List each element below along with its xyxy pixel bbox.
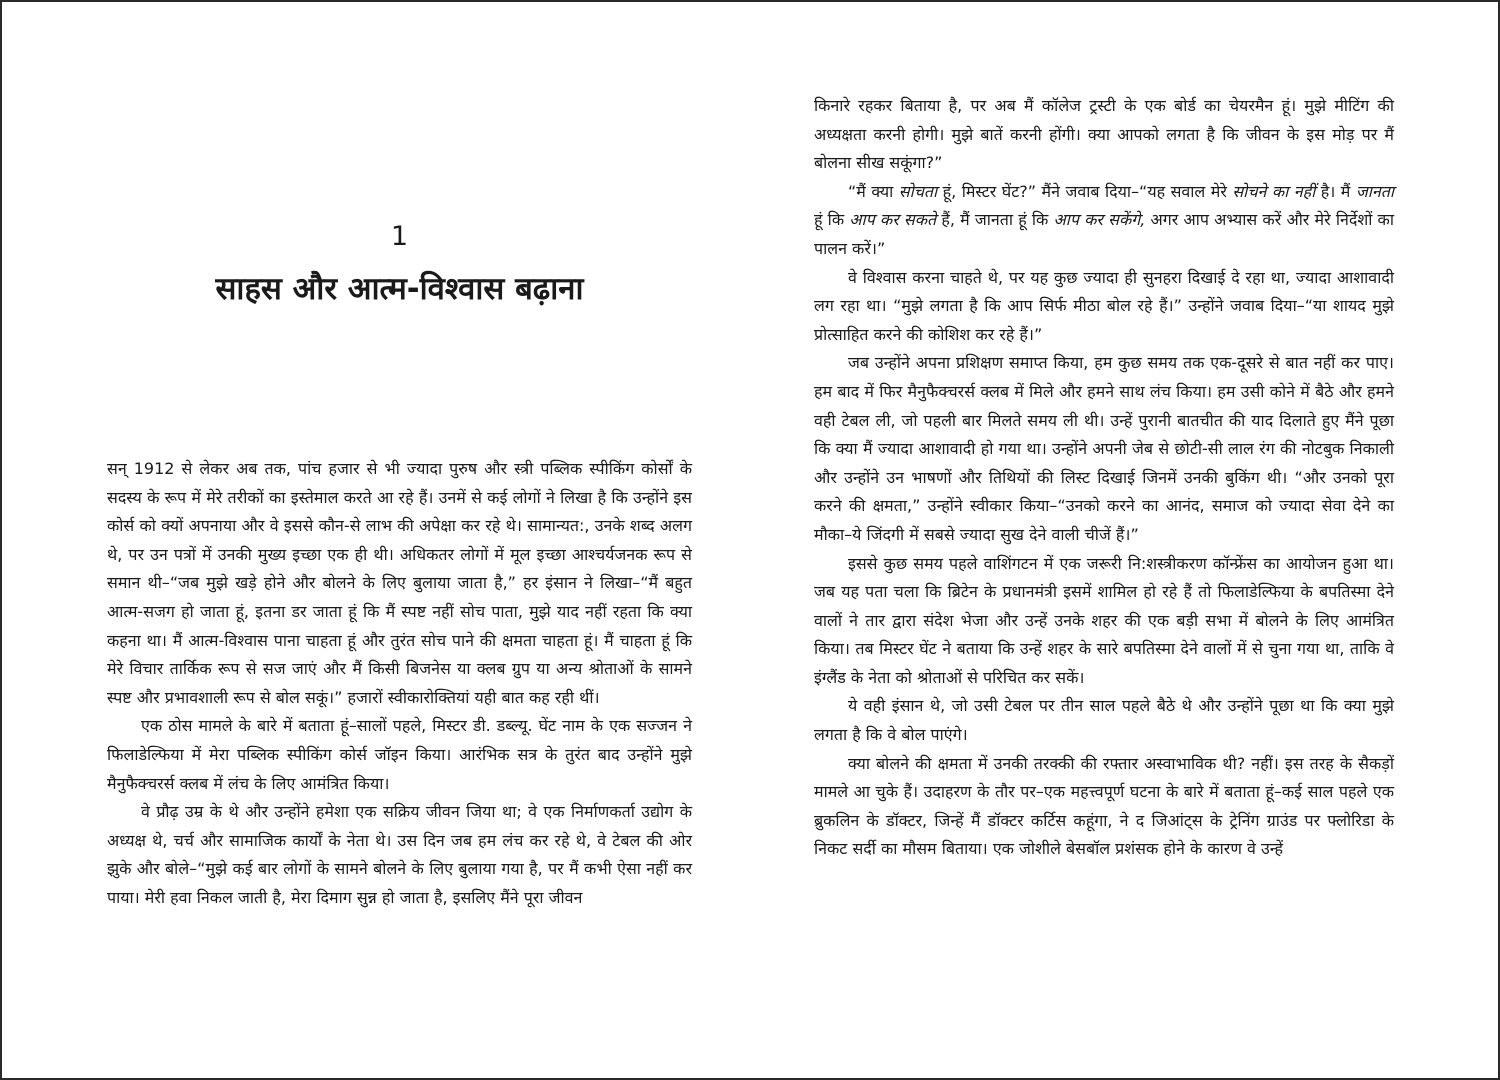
text-run: “मैं क्या xyxy=(848,181,899,201)
italic-text-run: जानता xyxy=(1355,181,1394,201)
italic-text-run: सोचता xyxy=(898,181,938,201)
left-body-text xyxy=(107,455,692,913)
paragraph: जब उन्होंने अपना प्रशिक्षण समाप्त किया, हम कुछ समय तक एक-दूसरे से बात नहीं कर पाए। हम बाद में फिर मैनुफैक्चरर्स क्लब में मिले और हमने साथ लंच किया। हम उसी कोने में बैठे और हमने वही टेबल ली, जो पहली बार मिलते समय ली थी। उन्हें पुरानी बातचीत की याद दिलाते हुए मैंने पूछा कि क्या मैं ज्यादा आशावादी हो गया था। उन्होंने अपनी जेब से छोटी-सी लाल रंग की नोटबुक निकाली और उन्होंने उन भाषणों और तिथियों की लिस्ट दिखाई जिनमें उनकी बुकिंग थी। “और उनको पूरा करने की क्षमता,” उन्होंने स्वीकार किया–“उनको करने का आनंद, समाज को ज्यादा सेवा देने का मौका–ये जिंदगी में सबसे ज्यादा सुख देने वाली चीजें हैं।” xyxy=(814,353,1394,544)
paragraph: वे विश्वास करना चाहते थे, पर यह कुछ ज्यादा ही सुनहरा दिखाई दे रहा था, ज्यादा आशावादी लग रहा था। “मुझे लगता है कि आप सिर्फ मीठा बोल रहे हैं।” उन्होंने जवाब दिया–“या शायद मुझे प्रोत्साहित करने की कोशिश कर रहे हैं।” xyxy=(814,267,1394,344)
chapter-heading xyxy=(107,217,692,315)
paragraph: किनारे रहकर बिताया है, पर अब मैं कॉलेज ट्रस्टी के एक बोर्ड का चेयरमैन हूं। मुझे मीटिंग की अध्यक्षता करनी होगी। मुझे बातें करनी होंगी। क्या आपको लगता है कि जीवन के इस मोड़ पर मैं बोलना सीख सकूंगा?” xyxy=(814,96,1394,173)
paragraph: इससे कुछ समय पहले वाशिंगटन में एक जरूरी नि:शस्त्रीकरण कॉन्फ्रेंस का आयोजन हुआ था। जब यह पता चला कि ब्रिटेन के प्रधानमंत्री इसमें शामिल हो रहे हैं तो फिलाडेल्फिया के बपतिस्मा देने वालों ने तार द्वारा संदेश भेजा और उन्हें उनके शहर की एक बड़ी सभा में बोलने के लिए आमंत्रित किया। तब मिस्टर घेंट ने बताया कि उन्हें शहर के सारे बपतिस्मा देने वालों में से चुना गया था, ताकि वे इंग्लैंड के नेता को श्रोताओं से परिचित कर सकें। xyxy=(814,553,1394,687)
italic-text-run: आप कर सकते xyxy=(849,210,937,230)
right-body-text xyxy=(814,92,1394,864)
paragraph: वे प्रौढ़ उम्र के थे और उन्होंने हमेशा एक सक्रिय जीवन जिया था; वे एक निर्माणकर्ता उद्योग के अध्यक्ष थे, चर्च और सामाजिक कार्यों के नेता थे। उस दिन जब हम लंच कर रहे थे, वे टेबल की ओर झुके और बोले–“मुझे कई बार लोगों के सामने बोलने के लिए बुलाया गया है, पर मैं कभी ऐसा नहीं कर पाया। मेरी हवा निकल जाती है, मेरा दिमाग सुन्न हो जाता है, इसलिए मैंने पूरा जीवन xyxy=(107,802,692,907)
text-run: हूं कि xyxy=(814,210,850,230)
text-run: हैं, मैं जानता हूं कि xyxy=(936,210,1054,230)
text-run: है। मैं xyxy=(1315,181,1356,201)
paragraph xyxy=(814,178,1394,264)
text-run: अगर आप अभ्यास करें और मेरे निर्देशों का पालन करें।” xyxy=(814,210,1394,258)
right-page xyxy=(814,92,1394,864)
paragraph: ये वही इंसान थे, जो उसी टेबल पर तीन साल पहले बैठे थे और उन्होंने पूछा था कि क्या मुझे लगता है कि वे बोल पाएंगे। xyxy=(814,696,1394,745)
chapter-number: 1 xyxy=(390,221,409,252)
italic-text-run: आप कर सकेंगे, xyxy=(1053,210,1146,230)
text-run: हूं, मिस्टर घेंट?” मैंने जवाब दिया–“यह सवाल मेरे xyxy=(937,181,1233,201)
italic-text-run: सोचने का नहीं xyxy=(1232,181,1316,201)
paragraph: सन् 1912 से लेकर अब तक, पांच हजार से भी ज्यादा पुरुष और स्त्री पब्लिक स्पीकिंग कोर्सों के सदस्य के रूप में मेरे तरीकों का इस्तेमाल करते आ रहे हैं। उनमें से कई लोगों ने लिखा है कि उन्होंने इस कोर्स को क्यों अपनाया और वे इससे कौन-से लाभ की अपेक्षा कर रहे थे। सामान्यत:, उनके शब्द अलग थे, पर उन पत्रों में उनकी मुख्य इच्छा एक ही थी। अधिकतर लोगों में मूल इच्छा आश्चर्यजनक रूप से समान थी–“जब मुझे खड़े होने और बोलने के लिए बुलाया जाता है,” हर इंसान ने लिखा–“मैं बहुत आत्म-सजग हो जाता हूं, इतना डर जाता हूं कि मैं स्पष्ट नहीं सोच पाता, मुझे याद नहीं रहता कि क्या कहना था। मैं आत्म-विश्वास पाना चाहता हूं और तुरंत सोच पाने की क्षमता चाहता हूं। मैं चाहता हूं कि मेरे विचार तार्किक रूप से सज जाएं और मैं किसी बिजनेस या क्लब ग्रुप या अन्य श्रोताओं के सामने स्पष्ट और प्रभावशाली रूप से बोल सकूं।” हजारों स्वीकारोक्तियां यही बात कह रही थीं। xyxy=(107,459,692,707)
paragraph: क्या बोलने की क्षमता में उनकी तरक्की की रफ्तार अस्वाभाविक थी? नहीं। इस तरह के सैकड़ों मामले आ चुके हैं। उदाहरण के तौर पर–एक महत्त्वपूर्ण घटना के बारे में बताता हूं–कई साल पहले एक ब्रुकलिन के डॉक्टर, जिन्हें मैं डॉक्टर कर्टिस कहूंगा, ने द जिआंट्स के ट्रेनिंग ग्राउंड पर फ्लोरिडा के निकट सर्दी का मौसम बिताया। एक जोशीले बेसबॉल प्रशंसक होने के कारण वे उन्हें xyxy=(814,753,1394,859)
chapter-title: साहस और आत्म-विश्वास बढ़ाना xyxy=(215,271,584,307)
left-page xyxy=(107,217,692,913)
paragraph: एक ठोस मामले के बारे में बताता हूं–सालों पहले, मिस्टर डी. डब्ल्यू. घेंट नाम के एक सज्जन ने फिलाडेल्फिया में मेरा पब्लिक स्पीकिंग कोर्स जॉइन किया। आरंभिक सत्र के तुरंत बाद उन्होंने मुझे मैनुफैक्चरर्स क्लब में लंच के लिए आमंत्रित किया। xyxy=(107,716,692,793)
